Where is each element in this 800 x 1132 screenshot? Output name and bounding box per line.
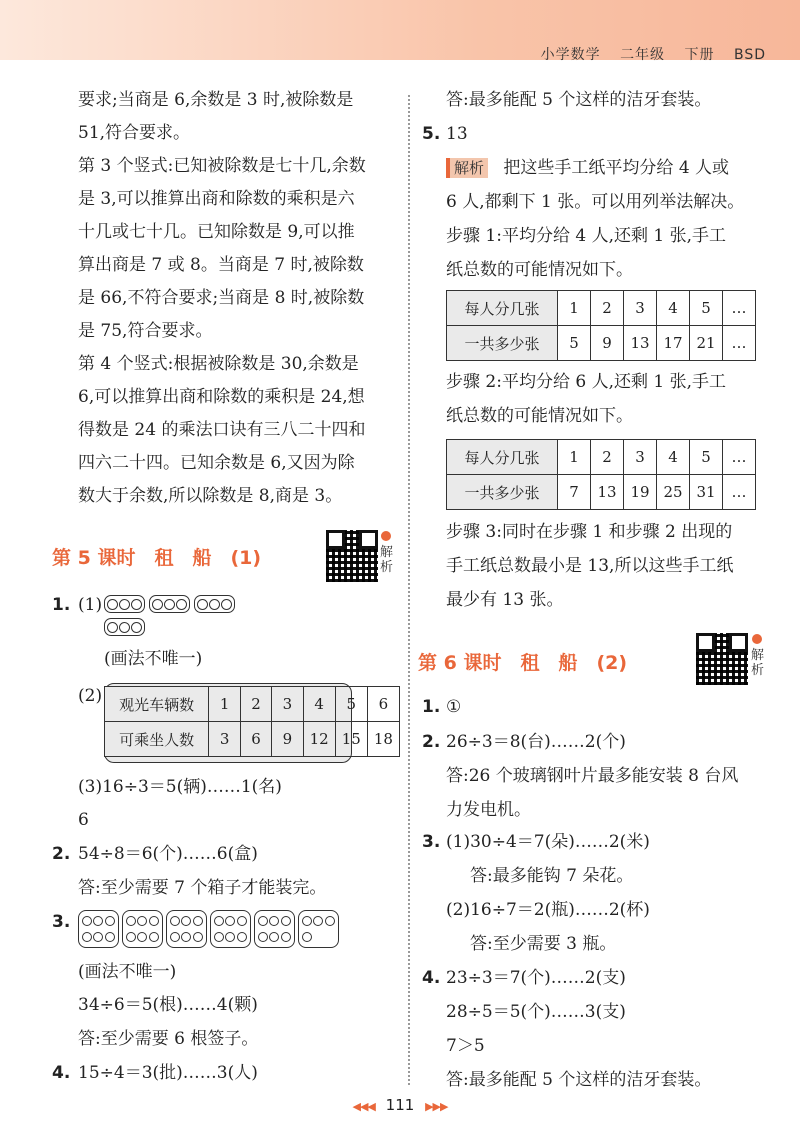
table-cell: 3 <box>624 440 657 475</box>
r-q1-number: 1. <box>422 697 441 717</box>
intro-line: 是 3,可以推算出商和除数的乘积是六 <box>78 189 355 209</box>
table-cell: 15 <box>335 722 367 757</box>
bead-circle <box>170 932 180 942</box>
bead-circle <box>237 916 247 926</box>
q3-equation: 34÷6＝5(根)……4(颗) <box>78 995 258 1015</box>
table-cell: 7 <box>558 475 591 510</box>
q4-answer: 答:最多能配 5 个这样的洁牙套装。 <box>446 90 712 110</box>
table-cell: 19 <box>624 475 657 510</box>
r-q4-comparison: 7＞5 <box>446 1036 485 1056</box>
bead-box <box>298 910 339 948</box>
step2-row1-label: 每人分几张 <box>447 440 558 475</box>
r-q1-value: ① <box>446 697 462 717</box>
bead-circle <box>82 932 92 942</box>
q1-number: 1. <box>52 595 71 615</box>
table-cell: 9 <box>591 326 624 361</box>
r-q2-answer: 答:26 个玻璃钢叶片最多能安装 8 台风 <box>446 766 739 786</box>
bead-circle <box>281 932 291 942</box>
bead-circle <box>214 916 224 926</box>
lesson6-title: 第 6 课时 租 船 (2) <box>418 652 628 674</box>
bead-circle <box>126 916 136 926</box>
q1-table-row2-label: 可乘坐人数 <box>105 722 209 757</box>
bead-circle <box>107 599 118 610</box>
table-cell: 3 <box>272 687 303 722</box>
table-cell: 21 <box>690 326 723 361</box>
table-cell: 17 <box>657 326 690 361</box>
bead-circle <box>119 622 130 633</box>
q5-number: 5. <box>422 124 441 144</box>
bead-circle <box>269 932 279 942</box>
bead-circle <box>302 932 312 942</box>
header-edition: BSD <box>733 47 766 63</box>
qr-code-lesson5[interactable] <box>326 530 378 582</box>
q1-beads-row1 <box>104 595 235 613</box>
bead-group <box>149 595 190 613</box>
table-row <box>105 687 400 722</box>
step2-row2-label: 一共多少张 <box>447 475 558 510</box>
bead-box <box>122 910 163 948</box>
bead-circle <box>137 916 147 926</box>
intro-line: 第 4 个竖式:根据被除数是 30,余数是 <box>78 354 359 374</box>
table-row <box>447 326 756 361</box>
intro-line: 要求;当商是 6,余数是 3 时,被除数是 <box>78 90 354 110</box>
analysis-line: 步骤 1:平均分给 4 人,还剩 1 张,手工 <box>446 226 727 246</box>
r-q4-equation1: 23÷3＝7(个)……2(支) <box>446 968 626 988</box>
table-cell: 5 <box>558 326 591 361</box>
table-cell: 4 <box>303 687 335 722</box>
bead-circle <box>221 599 232 610</box>
header-subject: 小学数学 <box>540 47 601 63</box>
step3-line: 手工纸总数最小是 13,所以这些手工纸 <box>446 556 734 576</box>
q1-beads-row2 <box>104 618 145 636</box>
bead-box <box>210 910 251 948</box>
analysis-tag: 解析 <box>446 158 488 178</box>
lesson5-title: 第 5 课时 租 船 (1) <box>52 547 262 569</box>
table-cell: 9 <box>272 722 303 757</box>
r-q2-equation: 26÷3＝8(台)……2(个) <box>446 732 626 752</box>
bead-circle <box>225 916 235 926</box>
play-icon <box>752 634 762 644</box>
bead-circle <box>170 916 180 926</box>
q1-part3: (3)16÷3＝5(辆)……1(名) <box>78 777 282 797</box>
q2-answer: 答:至少需要 7 个箱子才能装完。 <box>78 878 327 898</box>
next-arrows-icon: ▶▶▶ <box>425 1100 448 1113</box>
bead-circle <box>302 916 312 926</box>
r-q3-answer2: 答:至少需要 3 瓶。 <box>470 934 617 954</box>
table-cell: … <box>723 475 756 510</box>
bead-circle <box>325 916 335 926</box>
prev-arrows-icon: ◀◀◀ <box>352 1100 375 1113</box>
bead-box <box>166 910 207 948</box>
q1-table <box>104 686 400 757</box>
bead-circle <box>181 932 191 942</box>
bead-circle <box>214 932 224 942</box>
bead-circle <box>93 932 103 942</box>
q3-number: 3. <box>52 912 71 932</box>
step2-line: 纸总数的可能情况如下。 <box>446 406 633 426</box>
bead-circle <box>237 932 247 942</box>
intro-line: 51,符合要求。 <box>78 123 191 143</box>
qr-label-lesson6: 解析 <box>751 648 765 678</box>
analysis-line: 6 人,都剩下 1 张。可以用列举法解决。 <box>446 192 745 212</box>
bead-circle <box>149 916 159 926</box>
q3-note: (画法不唯一) <box>78 962 177 982</box>
intro-line: 四六二十四。已知余数是 6,又因为除 <box>78 453 355 473</box>
header-volume: 下册 <box>684 47 715 63</box>
table-cell: 5 <box>335 687 367 722</box>
bead-circle <box>152 599 163 610</box>
bead-circle <box>82 916 92 926</box>
r-q4-answer: 答:最多能配 5 个这样的洁牙套装。 <box>446 1070 712 1090</box>
intro-line: 算出商是 7 或 8。当商是 7 时,被除数 <box>78 255 364 275</box>
r-q3-equation2: (2)16÷7＝2(瓶)……2(杯) <box>446 900 650 920</box>
table-cell: 3 <box>624 291 657 326</box>
q5-value: 13 <box>446 124 468 144</box>
table-cell: 4 <box>657 291 690 326</box>
q1-part1-label: (1) <box>78 595 103 615</box>
r-q4-number: 4. <box>422 968 441 988</box>
analysis-line: 纸总数的可能情况如下。 <box>446 260 633 280</box>
page-footer <box>0 1096 800 1114</box>
q3-answer: 答:至少需要 6 根签子。 <box>78 1029 259 1049</box>
step3-line: 最少有 13 张。 <box>446 590 564 610</box>
bead-circle <box>119 599 130 610</box>
analysis-line: 把这些手工纸平均分给 4 人或 <box>503 158 730 178</box>
q4-number: 4. <box>52 1063 71 1083</box>
bead-box <box>254 910 295 948</box>
page-number: 111 <box>385 1096 415 1114</box>
column-divider <box>408 95 410 1085</box>
q1-part2-label: (2) <box>78 686 103 706</box>
bead-circle <box>126 932 136 942</box>
bead-circle <box>176 599 187 610</box>
table-cell: 2 <box>591 291 624 326</box>
bead-circle <box>164 599 175 610</box>
bead-group <box>194 595 235 613</box>
r-q3-answer1: 答:最多能钩 7 朵花。 <box>470 866 634 886</box>
qr-label-lesson5: 解析 <box>380 545 394 575</box>
bead-group <box>104 618 145 636</box>
table-row <box>105 722 400 757</box>
step2-line: 步骤 2:平均分给 6 人,还剩 1 张,手工 <box>446 372 727 392</box>
table-cell: 13 <box>591 475 624 510</box>
bead-circle <box>149 932 159 942</box>
table-cell: 2 <box>240 687 271 722</box>
bead-circle <box>105 916 115 926</box>
table-cell: 12 <box>303 722 335 757</box>
page-header <box>0 0 800 63</box>
bead-circle <box>137 932 147 942</box>
qr-code-lesson6[interactable] <box>696 633 748 685</box>
bead-circle <box>258 916 268 926</box>
intro-line: 是 75,符合要求。 <box>78 321 213 341</box>
bead-circle <box>193 916 203 926</box>
intro-line: 是 66,不符合要求;当商是 8 时,被除数 <box>78 288 365 308</box>
table-cell: 4 <box>657 440 690 475</box>
bead-circle <box>197 599 208 610</box>
header-grade: 二年级 <box>620 47 666 63</box>
table-cell: 1 <box>558 440 591 475</box>
q1-answer: 6 <box>78 810 89 830</box>
table-cell: 18 <box>367 722 399 757</box>
table-cell: 5 <box>690 291 723 326</box>
table-cell: 3 <box>209 722 240 757</box>
bead-circle <box>193 932 203 942</box>
analysis-first-line <box>446 156 729 180</box>
header-info <box>527 44 766 64</box>
intro-line: 第 3 个竖式:已知被除数是七十几,余数 <box>78 156 366 176</box>
bead-circle <box>105 932 115 942</box>
table-cell: 5 <box>690 440 723 475</box>
bead-circle <box>181 916 191 926</box>
step1-row2-label: 一共多少张 <box>447 326 558 361</box>
bead-circle <box>209 599 220 610</box>
table-cell: 2 <box>591 440 624 475</box>
table-cell: 25 <box>657 475 690 510</box>
r-q4-equation2: 28÷5＝5(个)……3(支) <box>446 1002 626 1022</box>
bead-circle <box>107 622 118 633</box>
intro-line: 数大于余数,所以除数是 8,商是 3。 <box>78 486 343 506</box>
table-row <box>447 291 756 326</box>
bead-box <box>78 910 119 948</box>
bead-circle <box>131 622 142 633</box>
table-cell: 31 <box>690 475 723 510</box>
bead-circle <box>93 916 103 926</box>
r-q3-equation1: (1)30÷4＝7(朵)……2(米) <box>446 832 650 852</box>
r-q3-number: 3. <box>422 832 441 852</box>
play-icon <box>381 531 391 541</box>
bead-group <box>104 595 145 613</box>
step3-line: 步骤 3:同时在步骤 1 和步骤 2 出现的 <box>446 522 733 542</box>
intro-line: 6,可以推算出商和除数的乘积是 24,想 <box>78 387 365 407</box>
table-row <box>447 475 756 510</box>
r-q2-answer: 力发电机。 <box>446 800 531 820</box>
table-cell: 6 <box>367 687 399 722</box>
table-cell: 6 <box>240 722 271 757</box>
bead-circle <box>269 916 279 926</box>
bead-circle <box>313 916 323 926</box>
intro-line: 得数是 24 的乘法口诀有三八二十四和 <box>78 420 366 440</box>
bead-circle <box>258 932 268 942</box>
q2-equation: 54÷8＝6(个)……6(盒) <box>78 844 258 864</box>
bead-circle <box>225 932 235 942</box>
r-q2-number: 2. <box>422 732 441 752</box>
q4-equation: 15÷4＝3(批)……3(人) <box>78 1063 258 1083</box>
q2-number: 2. <box>52 844 71 864</box>
intro-line: 十几或七十几。已知除数是 9,可以推 <box>78 222 355 242</box>
q1-table-row1-label: 观光车辆数 <box>105 687 209 722</box>
table-cell: 1 <box>558 291 591 326</box>
step1-table <box>446 290 756 361</box>
table-cell: 1 <box>209 687 240 722</box>
bead-circle <box>281 916 291 926</box>
table-cell: … <box>723 440 756 475</box>
table-row <box>447 440 756 475</box>
step2-table <box>446 439 756 510</box>
step1-row1-label: 每人分几张 <box>447 291 558 326</box>
table-cell: … <box>723 291 756 326</box>
table-cell: 13 <box>624 326 657 361</box>
table-cell: … <box>723 326 756 361</box>
bead-circle <box>131 599 142 610</box>
q1-note: (画法不唯一) <box>104 649 203 669</box>
